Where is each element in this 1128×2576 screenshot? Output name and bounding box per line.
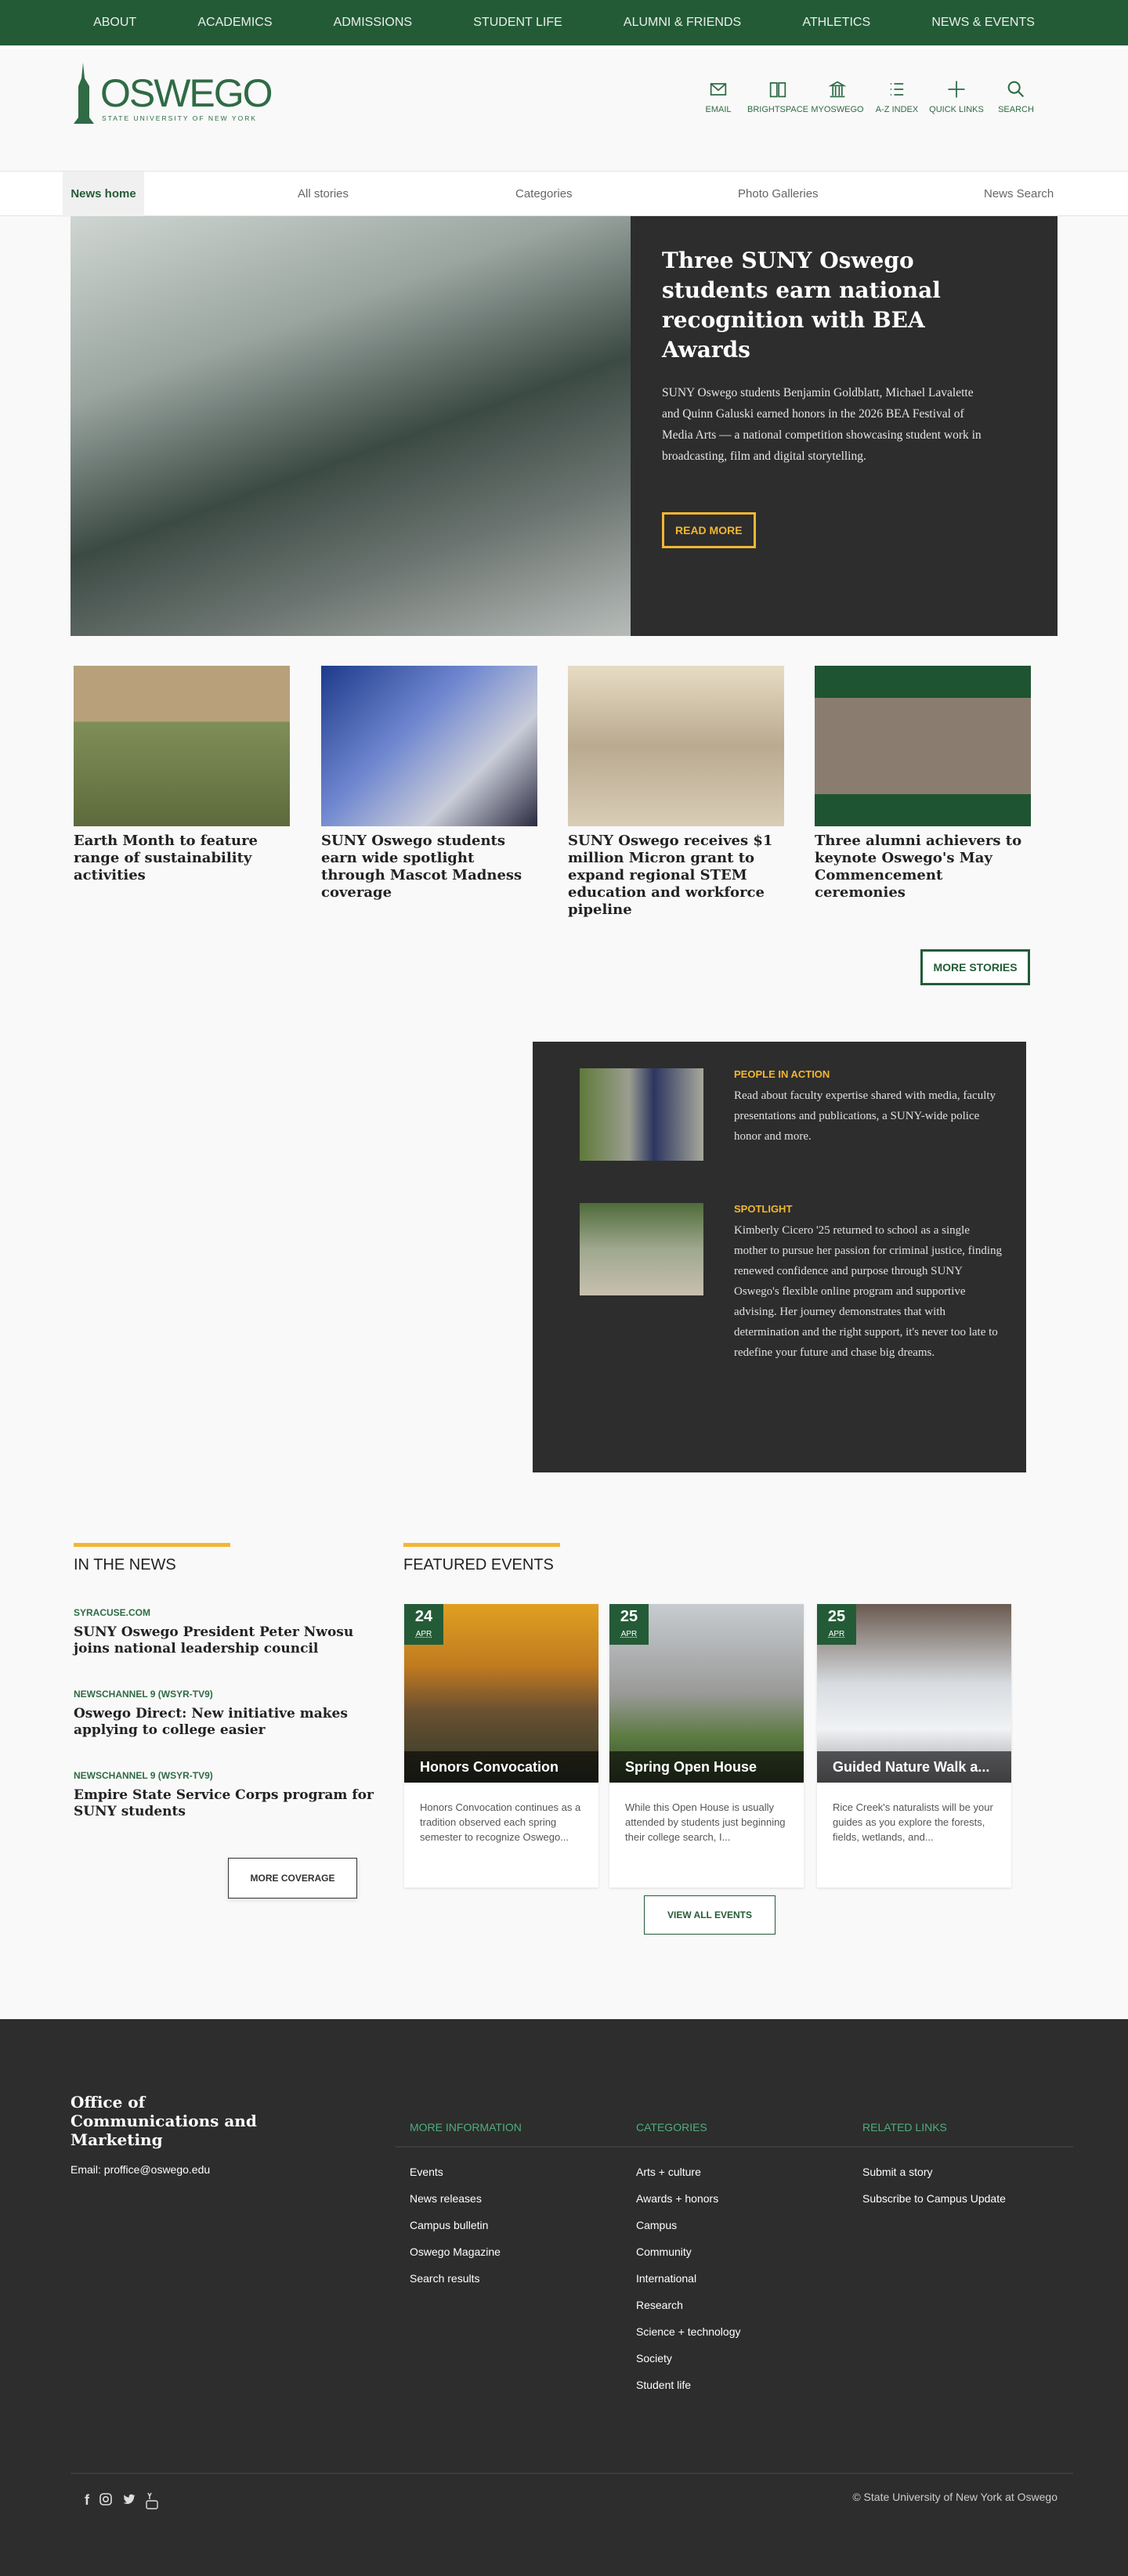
- news-source: NEWSCHANNEL 9 (WSYR-TV9): [74, 1689, 213, 1700]
- story-title[interactable]: Three alumni achievers to keynote Oswego's May Commencement ceremonies: [815, 833, 1022, 901]
- event-title[interactable]: Spring Open House: [609, 1751, 804, 1783]
- nav-news-events[interactable]: NEWS & EVENTS: [931, 16, 1035, 29]
- event-desc: While this Open House is usually attended by students just beginning their college search, I...: [625, 1801, 786, 1843]
- facebook-icon[interactable]: f: [85, 2492, 89, 2508]
- search-icon: [1005, 78, 1027, 100]
- footer-link[interactable]: Events: [410, 2166, 443, 2178]
- featured-events-header: [403, 1543, 638, 1574]
- hero-summary: SUNY Oswego students Benjamin Goldblatt, Michael Lavalette and Quinn Galuski earned honors in the 2026 BEA Festival of Media Arts — a national competition showcasing student work in broadcasting, film and digital storytelling.: [662, 386, 982, 463]
- utility-search[interactable]: SEARCH: [986, 78, 1046, 114]
- feature-text: Read about faculty expertise shared with media, faculty presentations and publications, a SUNY-wide police honor and more.: [734, 1089, 996, 1143]
- hero-panel: [631, 216, 1058, 636]
- logo-tagline: STATE UNIVERSITY OF NEW YORK: [102, 114, 258, 122]
- news-item[interactable]: [74, 1689, 379, 1739]
- footer-link[interactable]: Student life: [636, 2379, 692, 2391]
- subnav-categories[interactable]: Categories: [515, 187, 573, 201]
- utility-brightspace[interactable]: BRIGHTSPACE: [748, 78, 808, 114]
- oswego-logo[interactable]: [72, 63, 272, 133]
- subnav-all-stories[interactable]: All stories: [298, 187, 349, 201]
- story-card[interactable]: [568, 666, 784, 919]
- hero-image[interactable]: [70, 216, 631, 636]
- section-heading: FEATURED EVENTS: [403, 1556, 554, 1573]
- footer-link[interactable]: International: [636, 2272, 697, 2285]
- news-title[interactable]: SUNY Oswego President Peter Nwosu joins national leadership council: [74, 1624, 354, 1657]
- nav-alumni[interactable]: ALUMNI & FRIENDS: [623, 16, 742, 29]
- news-item[interactable]: [74, 1607, 379, 1657]
- section-accent: [403, 1543, 560, 1547]
- footer-col-heading: MORE INFORMATION: [410, 2121, 522, 2133]
- youtube-icon[interactable]: [146, 2492, 158, 2509]
- footer-link[interactable]: Awards + honors: [636, 2192, 719, 2205]
- list-icon: [886, 78, 908, 100]
- news-subnav: [0, 171, 1128, 216]
- view-all-events-button[interactable]: VIEW ALL EVENTS: [644, 1895, 776, 1935]
- story-card[interactable]: [321, 666, 537, 901]
- subnav-news-search[interactable]: News Search: [984, 187, 1054, 201]
- event-desc: Rice Creek's naturalists will be your guides as you explore the forests, fields, wetlands, and...: [833, 1801, 993, 1843]
- event-date: 25 APR: [817, 1604, 856, 1645]
- twitter-icon[interactable]: [122, 2492, 136, 2506]
- footer-col-more-info: [410, 2121, 617, 2292]
- feature-label: PEOPLE IN ACTION: [734, 1068, 830, 1080]
- footer-col-related: [862, 2121, 1070, 2212]
- footer-col-categories: [636, 2121, 844, 2398]
- nav-academics[interactable]: ACADEMICS: [197, 16, 273, 29]
- story-image: [568, 666, 784, 826]
- more-stories-button[interactable]: MORE STORIES: [920, 949, 1030, 985]
- footer-link[interactable]: Society: [636, 2352, 672, 2365]
- feature-image: [580, 1068, 703, 1161]
- tower-icon: [72, 63, 96, 125]
- event-title[interactable]: Guided Nature Walk a...: [817, 1751, 1011, 1783]
- logo-wordmark: OSWEGO: [100, 71, 272, 115]
- utility-az-index[interactable]: A-Z INDEX: [867, 78, 927, 114]
- nav-student-life[interactable]: STUDENT LIFE: [473, 16, 562, 29]
- footer-col-heading: RELATED LINKS: [862, 2121, 947, 2133]
- story-image: [74, 666, 290, 826]
- utility-quick-links[interactable]: QUICK LINKS: [927, 78, 986, 114]
- event-card[interactable]: [609, 1604, 804, 1888]
- event-desc: Honors Convocation continues as a tradition observed each spring semester to recognize Oswego...: [420, 1801, 581, 1843]
- event-date: 24 APR: [404, 1604, 443, 1645]
- section-heading: IN THE NEWS: [74, 1556, 176, 1573]
- event-card[interactable]: [404, 1604, 598, 1888]
- event-date: 25 APR: [609, 1604, 649, 1645]
- book-icon: [767, 78, 789, 100]
- event-title[interactable]: Honors Convocation: [404, 1751, 598, 1783]
- utility-email[interactable]: EMAIL: [689, 78, 748, 114]
- footer-link[interactable]: Campus bulletin: [410, 2219, 489, 2231]
- feature-image: [580, 1203, 703, 1295]
- story-title[interactable]: Earth Month to feature range of sustainability activities: [74, 833, 258, 883]
- footer-link[interactable]: Submit a story: [862, 2166, 933, 2178]
- nav-athletics[interactable]: ATHLETICS: [802, 16, 871, 29]
- news-source: SYRACUSE.COM: [74, 1607, 151, 1618]
- footer-link[interactable]: Oswego Magazine: [410, 2245, 501, 2258]
- in-the-news: [74, 1543, 379, 1820]
- social-links: [85, 2492, 158, 2509]
- read-more-button[interactable]: READ MORE: [662, 512, 756, 548]
- news-source: NEWSCHANNEL 9 (WSYR-TV9): [74, 1770, 213, 1781]
- feature-label: SPOTLIGHT: [734, 1203, 793, 1215]
- top-nav: [0, 0, 1128, 45]
- feature-text: Kimberly Cicero '25 returned to school as a single mother to pursue her passion for criminal justice, finding renewed confidence and purpose through SUNY Oswego's flexible online program and supportive advising. Her journey demonstrates that with determination and the right support, it's never too late to redefine your future and chase big dreams.: [734, 1224, 1003, 1359]
- mail-icon: [707, 78, 729, 100]
- footer-link[interactable]: Research: [636, 2299, 683, 2311]
- footer-link[interactable]: Search results: [410, 2272, 480, 2285]
- utility-myoswego[interactable]: MYOSWEGO: [808, 78, 867, 114]
- footer-link[interactable]: Subscribe to Campus Update: [862, 2192, 1006, 2205]
- story-image: [815, 666, 1031, 826]
- footer-link[interactable]: Science + technology: [636, 2325, 741, 2338]
- footer-link[interactable]: News releases: [410, 2192, 482, 2205]
- footer-bottom-divider: [70, 2473, 1073, 2474]
- more-coverage-button[interactable]: MORE COVERAGE: [228, 1858, 357, 1899]
- story-title[interactable]: SUNY Oswego receives $1 million Micron grant to expand regional STEM education and workforce pipeline: [568, 833, 773, 918]
- column-icon: [826, 78, 848, 100]
- footer-col-heading: CATEGORIES: [636, 2121, 707, 2133]
- footer-email[interactable]: Email: proffice@oswego.edu: [70, 2163, 211, 2176]
- utility-links: [689, 78, 1046, 114]
- footer-link[interactable]: Community: [636, 2245, 692, 2258]
- copyright: © State University of New York at Oswego: [852, 2491, 1058, 2503]
- nav-about[interactable]: ABOUT: [93, 16, 137, 29]
- features-box: [533, 1042, 1026, 1472]
- footer-office-title: Office of Communications and Marketing: [70, 2093, 257, 2149]
- news-item[interactable]: [74, 1770, 379, 1820]
- story-image: [321, 666, 537, 826]
- subnav-photo-galleries[interactable]: Photo Galleries: [738, 187, 819, 201]
- story-card[interactable]: [815, 666, 1031, 901]
- instagram-icon[interactable]: [99, 2492, 113, 2506]
- footer-link[interactable]: Arts + culture: [636, 2166, 701, 2178]
- story-card[interactable]: [74, 666, 290, 884]
- news-title[interactable]: Empire State Service Corps program for SUNY students: [74, 1787, 374, 1819]
- footer-link[interactable]: Campus: [636, 2219, 678, 2231]
- hero-title[interactable]: Three SUNY Oswego students earn national recognition with BEA Awards: [662, 247, 941, 363]
- story-title[interactable]: SUNY Oswego students earn wide spotlight through Mascot Madness coverage: [321, 833, 522, 901]
- subnav-news-home[interactable]: News home: [63, 172, 144, 217]
- plus-icon: [945, 78, 967, 100]
- event-card[interactable]: [817, 1604, 1011, 1888]
- section-accent: [74, 1543, 230, 1547]
- nav-admissions[interactable]: ADMISSIONS: [333, 16, 413, 29]
- news-title[interactable]: Oswego Direct: New initiative makes applying to college easier: [74, 1706, 348, 1738]
